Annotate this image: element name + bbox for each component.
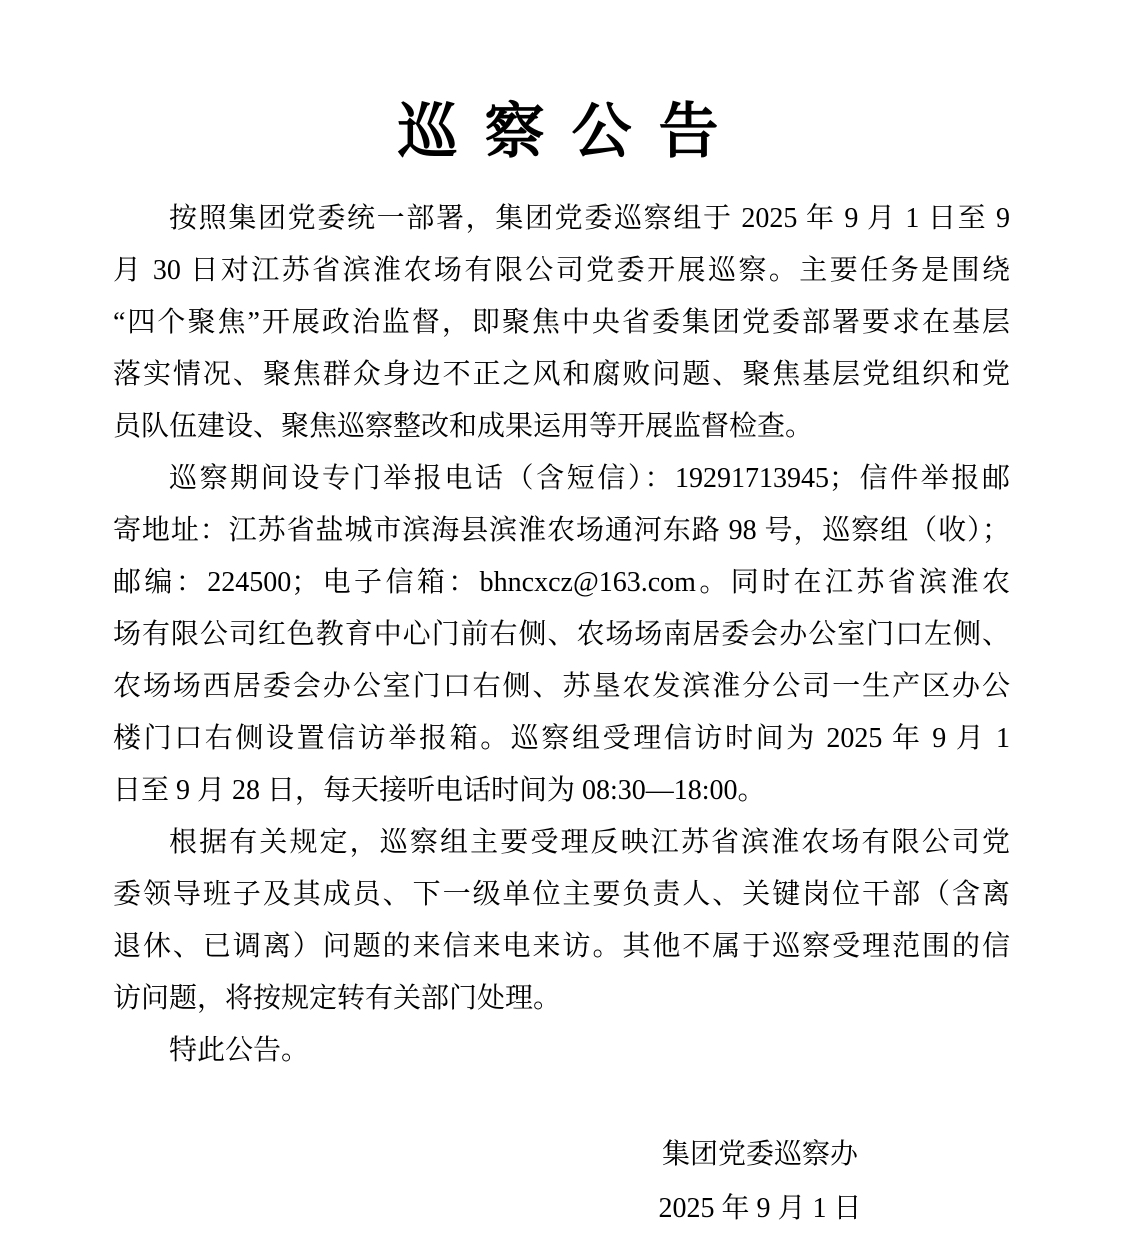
body-text: [113, 193, 1010, 1077]
body-line: 月 30 日对江苏省滨淮农场有限公司党委开展巡察。主要任务是围绕: [113, 255, 1010, 286]
body-line: 日至 9 月 28 日，每天接听电话时间为 08:30—18:00。: [113, 775, 766, 806]
signature-block: [540, 1128, 980, 1236]
body-line: 退休、已调离）问题的来信来电来访。其他不属于巡察受理范围的信: [113, 931, 1010, 962]
body-line: 落实情况、聚焦群众身边不正之风和腐败问题、聚焦基层党组织和党: [113, 359, 1010, 390]
body-line: 按照集团党委统一部署，集团党委巡察组于 2025 年 9 月 1 日至 9: [169, 203, 1010, 234]
body-line: 委领导班子及其成员、下一级单位主要负责人、关键岗位干部（含离: [113, 879, 1010, 910]
page-title: 巡 察 公 告: [397, 99, 725, 166]
body-line: 邮编：224500；电子信箱：bhncxcz@163.com。同时在江苏省滨淮农: [113, 567, 1010, 598]
signature-author: 集团党委巡察办: [661, 1139, 858, 1170]
body-line: 根据有关规定，巡察组主要受理反映江苏省滨淮农场有限公司党: [169, 827, 1010, 858]
body-line: “四个聚焦”开展政治监督，即聚焦中央省委集团党委部署要求在基层: [113, 307, 1010, 338]
body-line: 员队伍建设、聚焦巡察整改和成果运用等开展监督检查。: [113, 411, 814, 442]
body-line: 楼门口右侧设置信访举报箱。巡察组受理信访时间为 2025 年 9 月 1: [113, 723, 1010, 754]
signature-date: 2025 年 9 月 1 日: [658, 1193, 862, 1224]
body-line: 特此公告。: [169, 1035, 310, 1066]
body-line: 场有限公司红色教育中心门前右侧、农场场南居委会办公室门口左侧、: [113, 619, 1010, 650]
body-line: 巡察期间设专门举报电话（含短信）：19291713945；信件举报邮: [169, 463, 1010, 494]
body-line: 访问题，将按规定转有关部门处理。: [113, 983, 562, 1014]
body-line: 农场场西居委会办公室门口右侧、苏垦农发滨淮分公司一生产区办公: [113, 671, 1010, 702]
body-line: 寄地址：江苏省盐城市滨海县滨淮农场通河东路 98 号，巡察组（收）；: [113, 515, 1010, 546]
